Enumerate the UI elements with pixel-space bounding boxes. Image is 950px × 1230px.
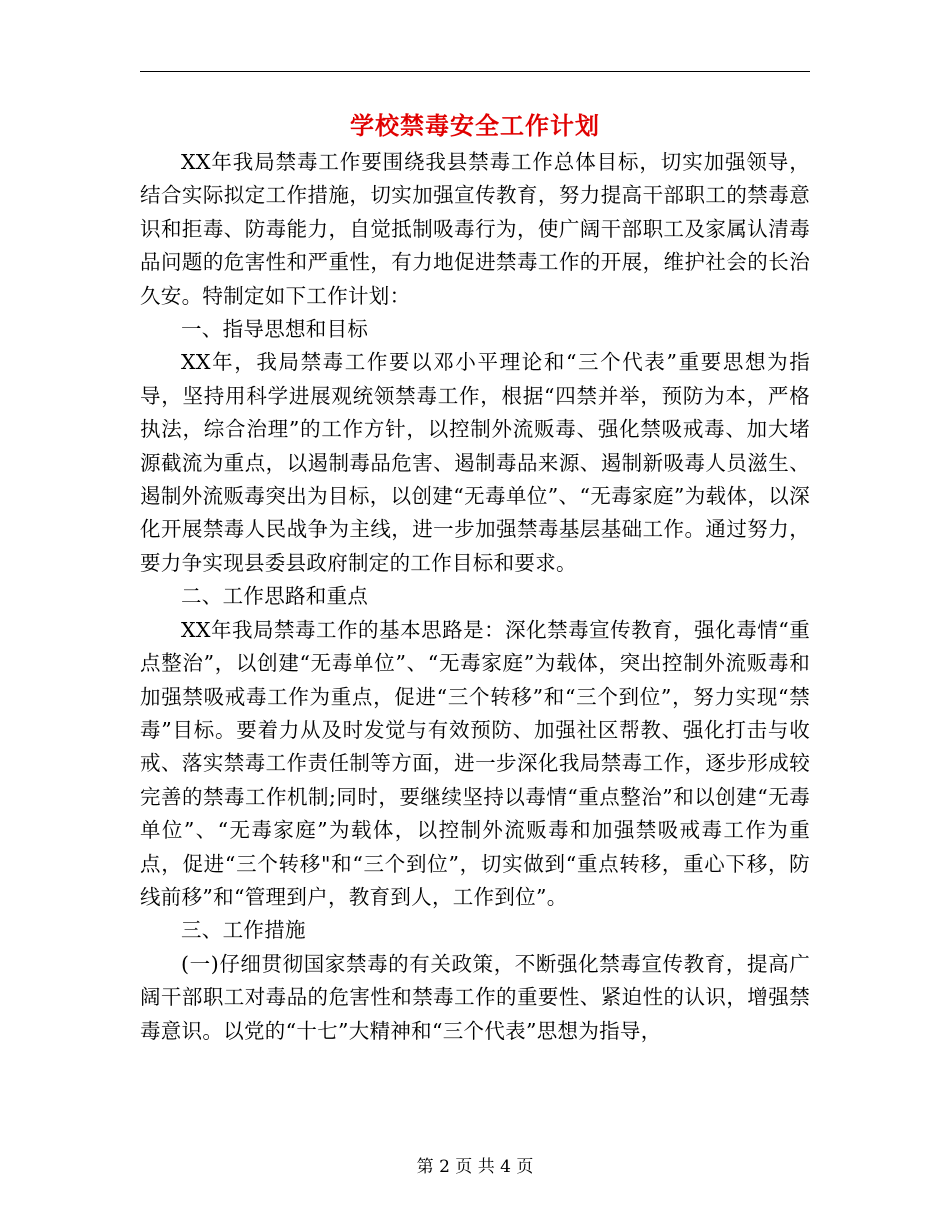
paragraph-guiding-thought: XX年，我局禁毒工作要以邓小平理论和“三个代表”重要思想为指导，坚持用科学进展观统领禁毒工作，根据“四禁并举，预防为本，严格执法，综合治理”的工作方针，以控制外流贩毒、强化禁吸戒毒、加大堵源截流为重点，以遏制毒品危害、遏制毒品来源、遏制新吸毒人员滋生、遏制外流贩毒突出为目标，以创建“无毒单位”、“无毒家庭”为载体，以深化开展禁毒人民战争为主线，进一步加强禁毒基层基础工作。通过努力，要力争实现县委县政府制定的工作目标和要求。	[140, 350, 810, 575]
page-number: 第 2 页 共 4 页	[416, 1157, 534, 1177]
section-heading-3: 三、工作措施	[181, 918, 306, 943]
paragraph-work-approach: XX年我局禁毒工作的基本思路是：深化禁毒宣传教育，强化毒情“重点整治”，以创建“无毒单位”、“无毒家庭”为载体，突出控制外流贩毒和加强禁吸戒毒工作为重点，促进“三个转移”和“三个到位”，努力实现“禁毒”目标。要着力从及时发觉与有效预防、加强社区帮教、强化打击与收戒、落实禁毒工作责任制等方面，进一步深化我局禁毒工作，逐步形成较完善的禁毒工作机制;同时，要继续坚持以毒情“重点整治”和以创建“无毒单位”、“无毒家庭”为载体，以控制外流贩毒和加强禁吸戒毒工作为重点，促进“三个转移"和“三个到位”，切实做到“重点转移，重心下移，防线前移”和“管理到户，教育到人，工作到位”。	[140, 617, 810, 909]
header-rule	[140, 71, 810, 72]
section-heading-1: 一、指导思想和目标	[181, 317, 369, 342]
paragraph-intro: XX年我局禁毒工作要围绕我县禁毒工作总体目标，切实加强领导，结合实际拟定工作措施，切实加强宣传教育，努力提高干部职工的禁毒意识和拒毒、防毒能力，自觉抵制吸毒行为，使广阔干部职工及家属认清毒品问题的危害性和严重性，有力地促进禁毒工作的开展，维护社会的长治久安。特制定如下工作计划：	[140, 150, 810, 308]
section-heading-2: 二、工作思路和重点	[181, 584, 369, 609]
paragraph-measures: (一)仔细贯彻国家禁毒的有关政策，不断强化禁毒宣传教育，提高广阔干部职工对毒品的危害性和禁毒工作的重要性、紧迫性的认识，增强禁毒意识。以党的“十七”大精神和“三个代表”思想为指导，	[140, 951, 810, 1043]
document-title: 学校禁毒安全工作计划	[350, 111, 600, 140]
document-body	[140, 146, 810, 1048]
